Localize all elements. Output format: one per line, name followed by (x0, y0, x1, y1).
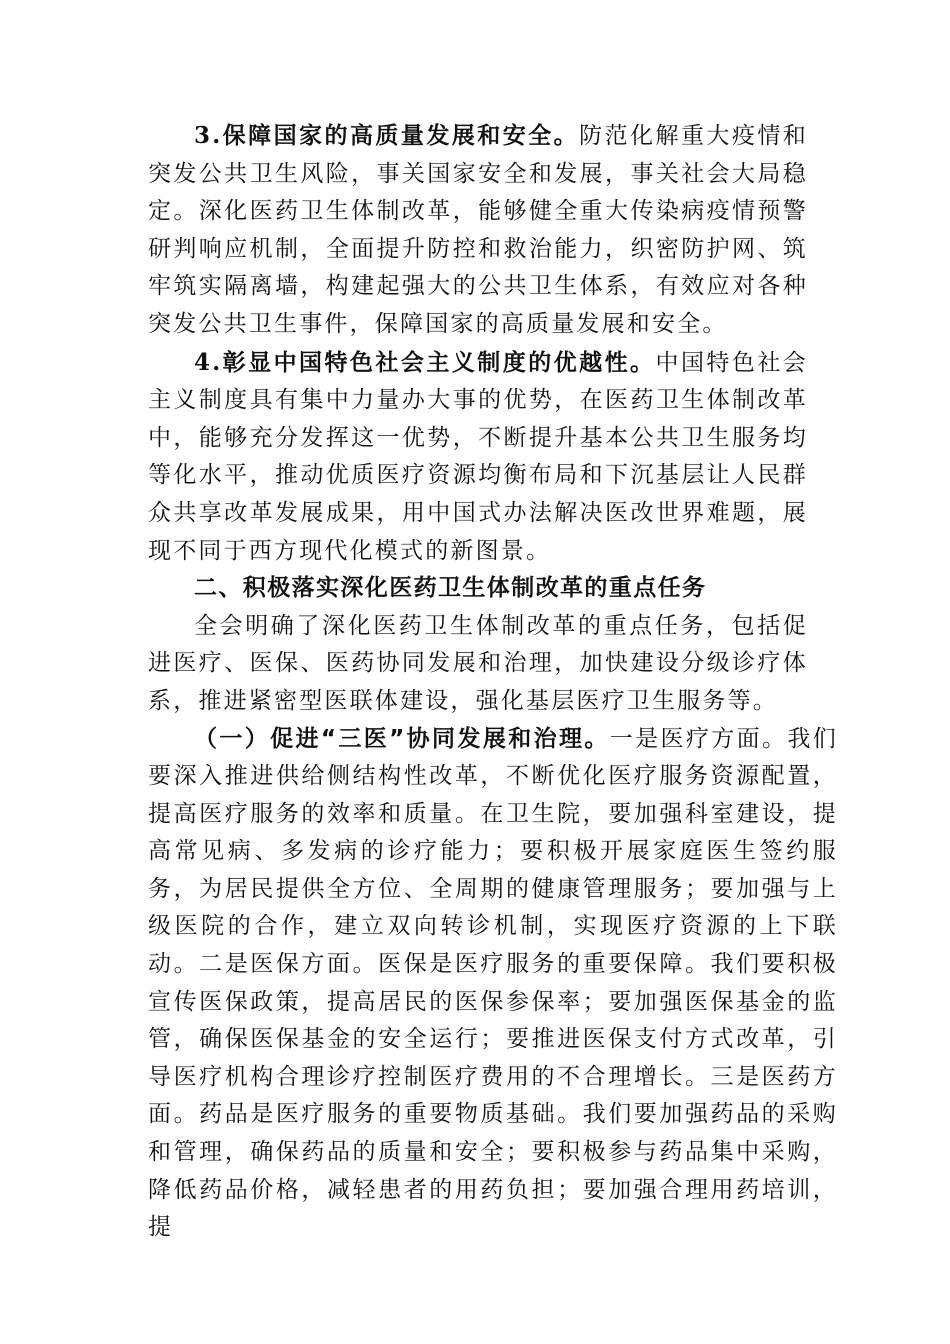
subsection-lead: （一）促进“三医”协同发展和治理。 (194, 725, 610, 752)
document-body (148, 117, 838, 1247)
section-intro: 全会明确了深化医药卫生体制改革的重点任务，包括促进医疗、医保、医药协同发展和治理，加快建设分级诊疗体系，推进紧密型医联体建设，强化基层医疗卫生服务等。 (148, 612, 808, 714)
paragraph-system-advantage (148, 344, 808, 571)
subsection-text: 一是医疗方面。我们要深入推进供给侧结构性改革，不断优化医疗服务资源配置，提高医疗服务的效率和质量。在卫生院，要加强科室建设，提高常见病、多发病的诊疗能力；要积极开展家庭医生签约服务，为居民提供全方位、全周期的健康管理服务；要加强与上级医院的合作，建立双向转诊机制，实现医疗资源的上下联动。二是医保方面。医保是医疗服务的重要保障。我们要积极宣传医保政策，提高居民的医保参保率；要加强医保基金的监管，确保医保基金的安全运行；要推进医保支付方式改革，引导医疗机构合理诊疗控制医疗费用的不合理增长。三是医药方面。药品是医疗服务的重要物质基础。我们要加强药品的采购和管理，确保药品的质量和安全；要积极参与药品集中采购，降低药品价格，减轻患者的用药负担；要加强合理用药培训，提 (148, 725, 838, 1241)
section-heading: 二、积极落实深化医药卫生体制改革的重点任务 (194, 575, 707, 602)
paragraph-text: 防范化解重大疫情和突发公共卫生风险，事关国家安全和发展，事关社会大局稳定。深化医药卫生体制改革，能够健全重大传染病疫情预警研判响应机制，全面提升防控和救治能力，织密防护网、筑牢筑实隔离墙，构建起强大的公共卫生体系，有效应对各种突发公共卫生事件，保障国家的高质量发展和安全。 (148, 123, 808, 337)
paragraph-lead: 3.保障国家的高质量发展和安全。 (194, 122, 580, 149)
paragraph-lead: 4.彰显中国特色社会主义制度的优越性。 (194, 348, 656, 376)
paragraph-national-security (148, 117, 808, 344)
paragraph-text: 中国特色社会主义制度具有集中力量办大事的优势，在医药卫生体制改革中，能够充分发挥这一优势，不断提升基本公共卫生服务均等化水平，推动优质医疗资源均衡布局和下沉基层让人民群众共享改革发展成果，用中国式办法解决医改世界难题，展现不同于西方现代化模式的新图景。 (148, 349, 809, 564)
subsection-three-medical (148, 721, 838, 1247)
